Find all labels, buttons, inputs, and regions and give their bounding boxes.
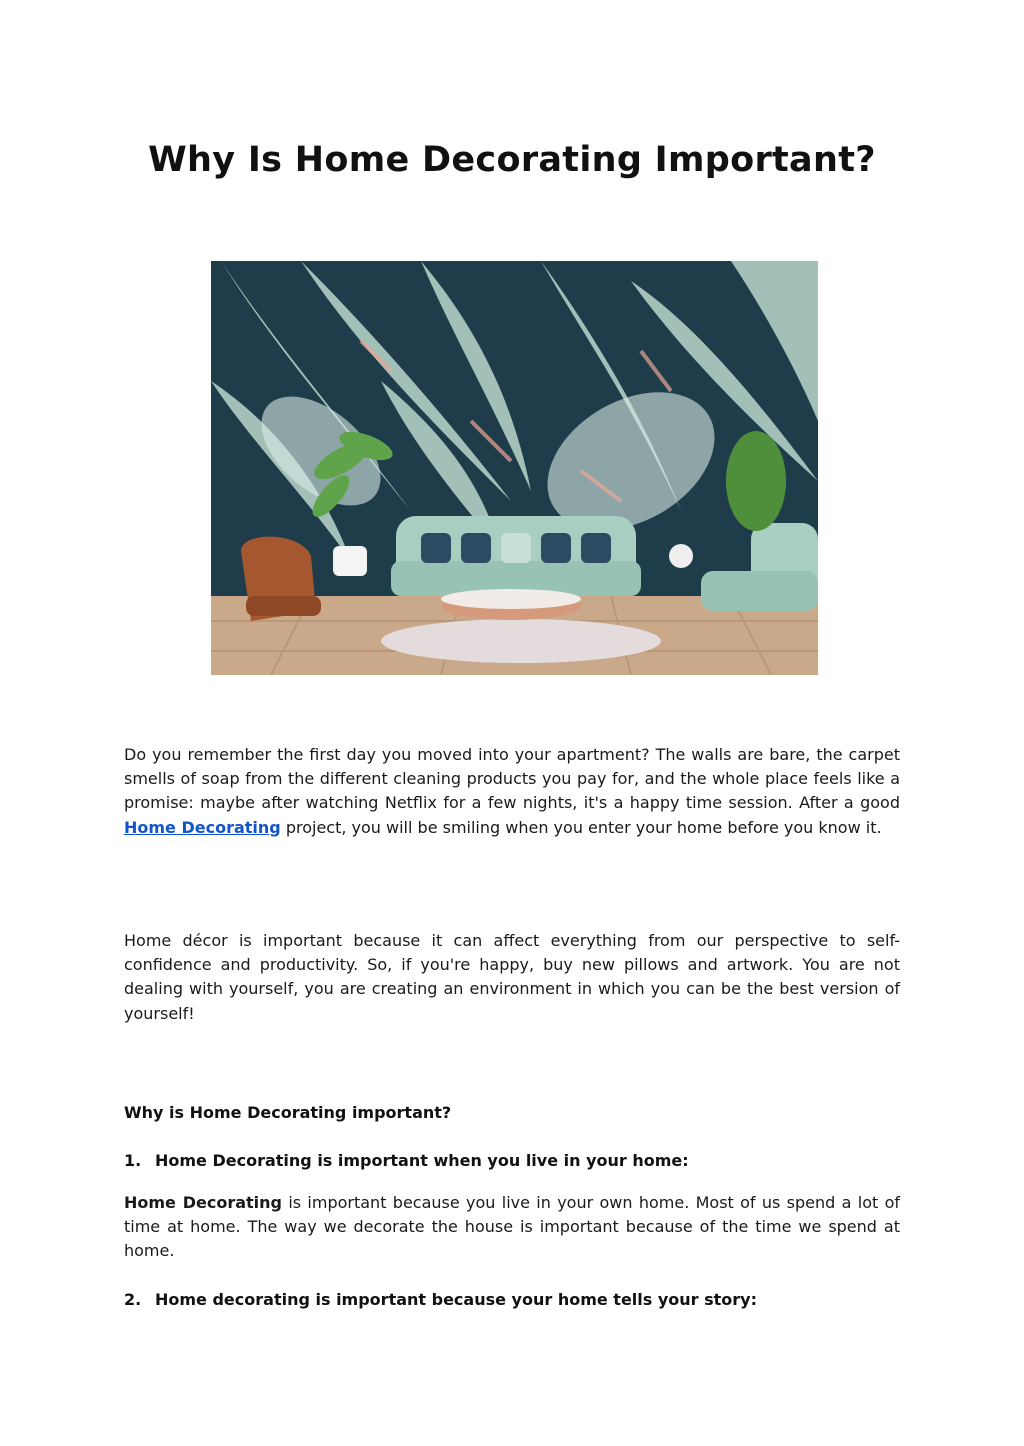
home-decorating-link[interactable]: Home Decorating	[124, 817, 281, 837]
intro-text-after-link: project, you will be smiling when you enter your home before you know it.	[280, 817, 882, 837]
section-heading: Why is Home Decorating important?	[124, 1103, 452, 1122]
intro-text-before-link: Do you remember the first day you moved into your apartment? The walls are bare, the carpet smells of soap from the different cleaning products you pay for, and the whole place feels like a promise: maybe after watching Netflix for a few nights, it's a happy time session. After a good	[124, 745, 900, 813]
page-title: Why Is Home Decorating Important?	[148, 140, 876, 180]
list-item-heading-text: Home Decorating is important when you live in your home:	[155, 1151, 689, 1170]
list-item-heading-text: Home decorating is important because your home tells your story:	[155, 1290, 758, 1309]
list-item-number: 2.	[124, 1290, 142, 1309]
list-item-heading	[124, 1290, 757, 1309]
list-item-number: 1.	[124, 1151, 142, 1170]
decor-importance-paragraph: Home décor is important because it can affect everything from our perspective to self-confidence and productivity. So, if you're happy, buy new pillows and artwork. You are not dealing with yourself, you are creating an environment in which you can be the best version of yourself!	[124, 931, 900, 1023]
list-item-paragraph	[124, 1191, 900, 1264]
list-item-heading	[124, 1151, 689, 1170]
hero-image	[211, 261, 818, 675]
hero-illustration	[211, 261, 818, 675]
intro-paragraph	[124, 743, 900, 840]
list-item-body-text: is important because you live in your own home. Most of us spend a lot of time at home. The way we decorate the house is important because of the time we spend at home.	[124, 1193, 901, 1261]
list-item-lead-bold: Home Decorating	[124, 1193, 282, 1212]
